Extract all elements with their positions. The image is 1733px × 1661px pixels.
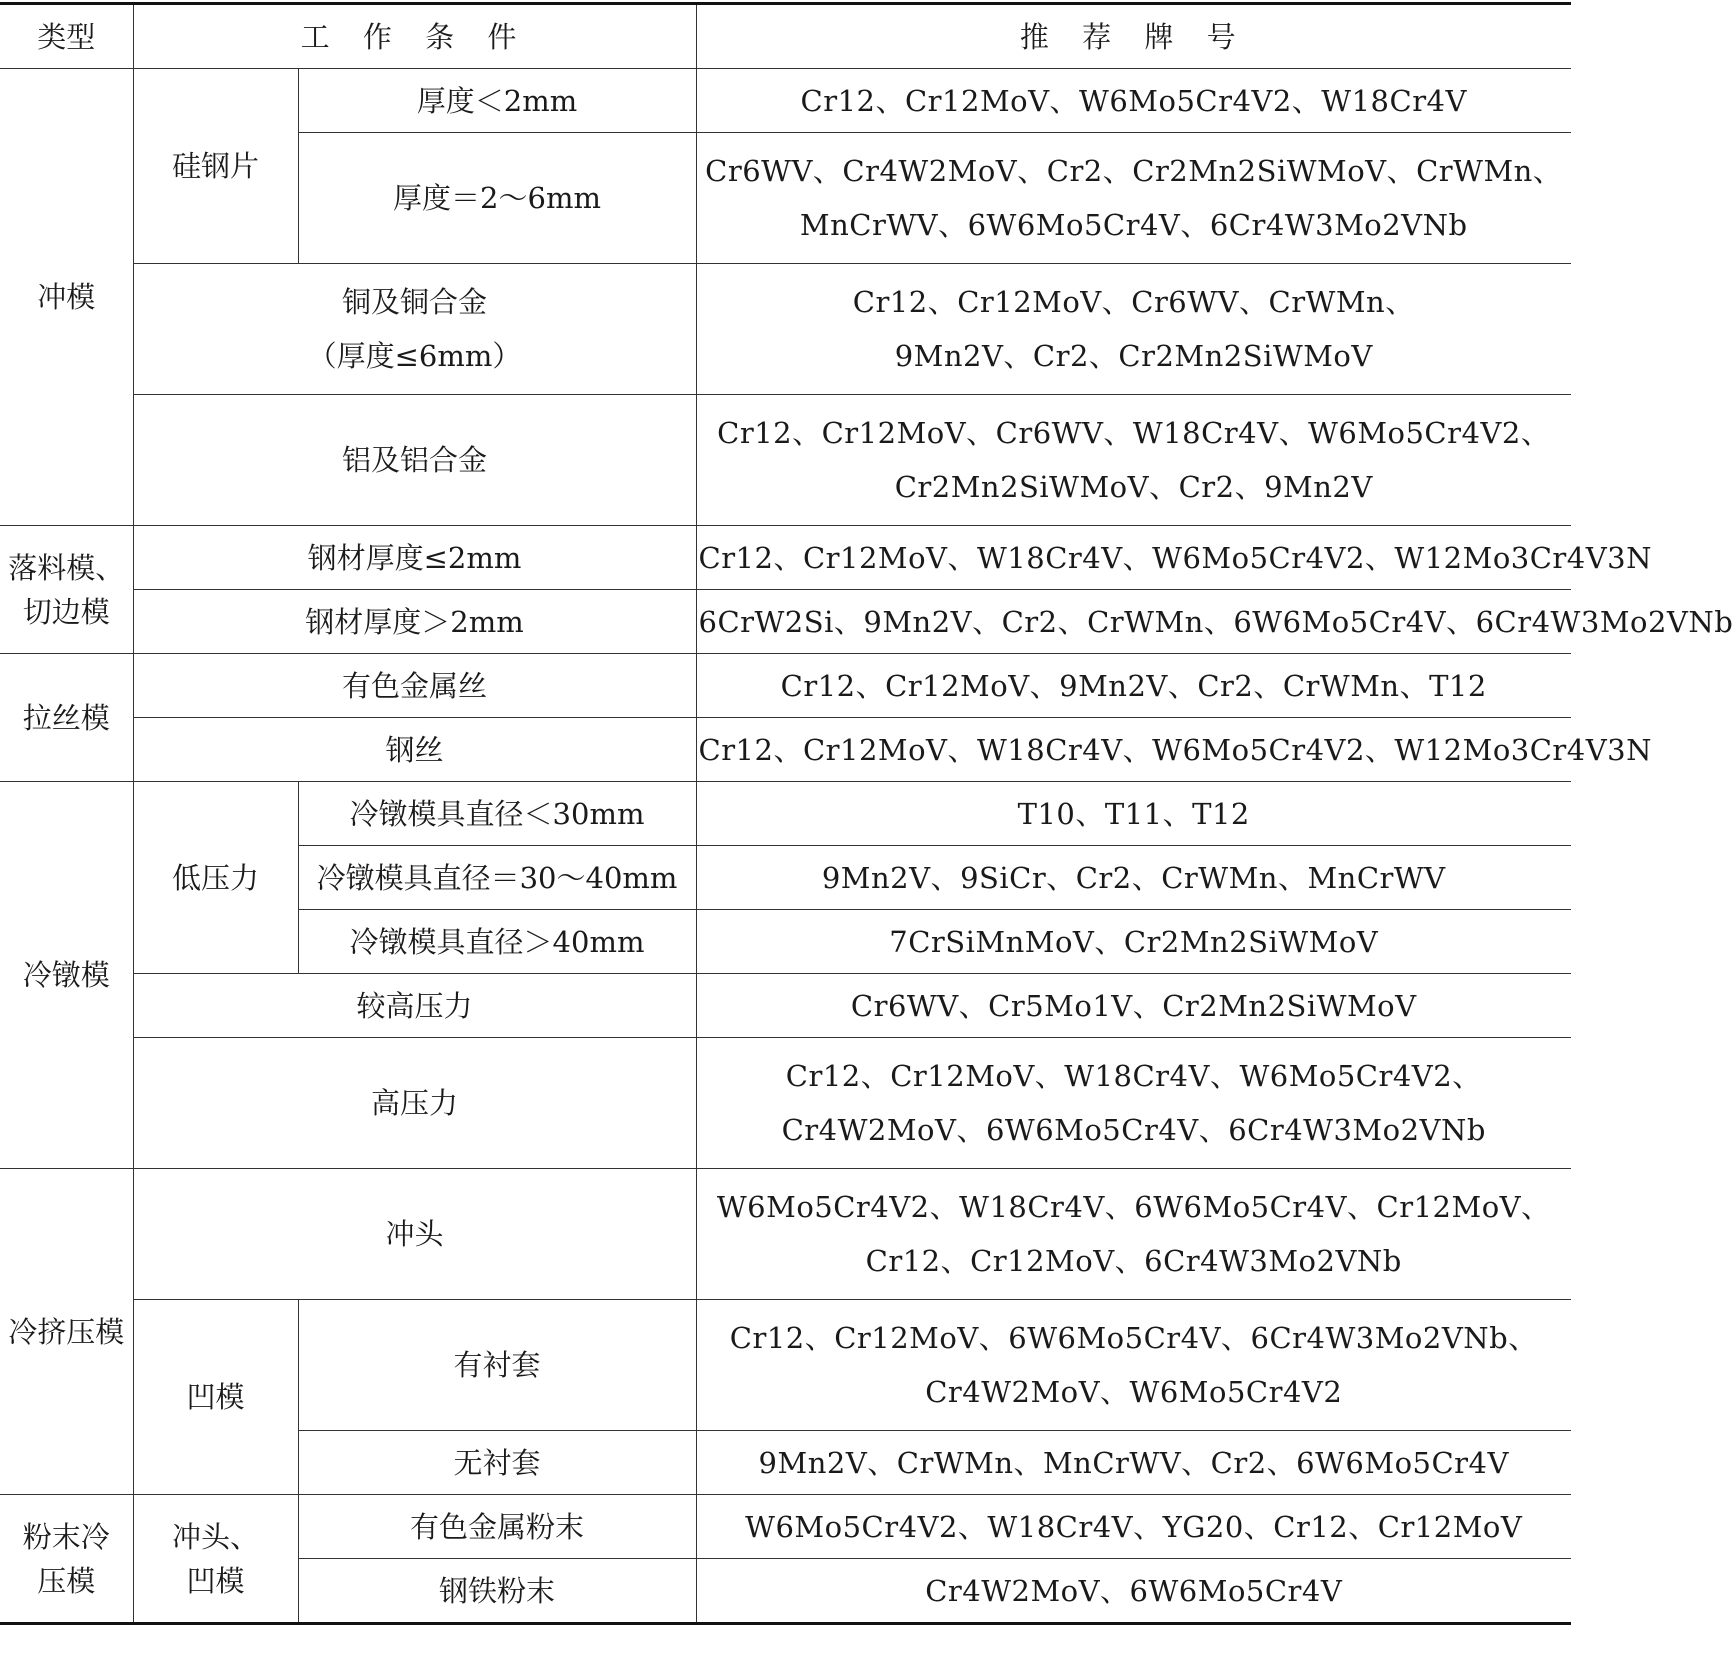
group-cell: 冲头、 凹模 xyxy=(133,1495,298,1624)
brands-cell: T10、T11、T12 xyxy=(696,782,1571,846)
table-row xyxy=(0,1300,1571,1431)
die-steel-recommendation-table xyxy=(0,2,1733,1625)
brands-cell: Cr6WV、Cr5Mo1V、Cr2Mn2SiWMoV xyxy=(696,974,1571,1038)
table-row xyxy=(0,1495,1571,1559)
group-cell: 低压力 xyxy=(133,782,298,974)
condition-cell: 冲头 xyxy=(133,1169,696,1300)
table-row xyxy=(0,590,1571,654)
table-row xyxy=(0,395,1571,526)
condition-cell: 厚度＝2～6mm xyxy=(298,133,696,264)
type-cell: 冷镦模 xyxy=(0,782,133,1169)
brands-cell: 6CrW2Si、9Mn2V、Cr2、CrWMn、6W6Mo5Cr4V、6Cr4W3Mo2VNb xyxy=(696,590,1571,654)
condition-cell: 铜及铜合金 （厚度≤6mm） xyxy=(133,264,696,395)
group-cell: 硅钢片 xyxy=(133,69,298,264)
table-row xyxy=(0,974,1571,1038)
condition-cell: 较高压力 xyxy=(133,974,696,1038)
condition-cell: 有色金属粉末 xyxy=(298,1495,696,1559)
brands-cell: Cr12、Cr12MoV、6W6Mo5Cr4V、6Cr4W3Mo2VNb、 Cr4W2MoV、W6Mo5Cr4V2 xyxy=(696,1300,1571,1431)
table-row xyxy=(0,1169,1571,1300)
table-row xyxy=(0,718,1571,782)
type-cell: 粉末冷 压模 xyxy=(0,1495,133,1624)
brands-cell: 9Mn2V、CrWMn、MnCrWV、Cr2、6W6Mo5Cr4V xyxy=(696,1431,1571,1495)
header-condition: 工 作 条 件 xyxy=(133,4,696,69)
brands-cell: Cr6WV、Cr4W2MoV、Cr2、Cr2Mn2SiWMoV、CrWMn、 MnCrWV、6W6Mo5Cr4V、6Cr4W3Mo2VNb xyxy=(696,133,1571,264)
brands-cell: Cr12、Cr12MoV、W18Cr4V、W6Mo5Cr4V2、 Cr4W2MoV、6W6Mo5Cr4V、6Cr4W3Mo2VNb xyxy=(696,1038,1571,1169)
brands-cell: 9Mn2V、9SiCr、Cr2、CrWMn、MnCrWV xyxy=(696,846,1571,910)
brands-cell: W6Mo5Cr4V2、W18Cr4V、YG20、Cr12、Cr12MoV xyxy=(696,1495,1571,1559)
condition-cell: 厚度＜2mm xyxy=(298,69,696,133)
table-row xyxy=(0,69,1571,133)
brands-cell: Cr12、Cr12MoV、W18Cr4V、W6Mo5Cr4V2、W12Mo3Cr4V3N xyxy=(696,718,1571,782)
brands-cell: Cr12、Cr12MoV、W18Cr4V、W6Mo5Cr4V2、W12Mo3Cr4V3N xyxy=(696,526,1571,590)
brands-cell: Cr4W2MoV、6W6Mo5Cr4V xyxy=(696,1559,1571,1624)
header-type: 类型 xyxy=(0,4,133,69)
condition-cell: 无衬套 xyxy=(298,1431,696,1495)
condition-cell: 铝及铝合金 xyxy=(133,395,696,526)
type-cell: 落料模、 切边模 xyxy=(0,526,133,654)
header-brands: 推 荐 牌 号 xyxy=(696,4,1571,69)
condition-cell: 高压力 xyxy=(133,1038,696,1169)
brands-cell: Cr12、Cr12MoV、W6Mo5Cr4V2、W18Cr4V xyxy=(696,69,1571,133)
condition-cell: 有色金属丝 xyxy=(133,654,696,718)
brands-cell: Cr12、Cr12MoV、Cr6WV、W18Cr4V、W6Mo5Cr4V2、 Cr2Mn2SiWMoV、Cr2、9Mn2V xyxy=(696,395,1571,526)
condition-cell: 冷镦模具直径＞40mm xyxy=(298,910,696,974)
table-row xyxy=(0,1038,1571,1169)
table-row xyxy=(0,526,1571,590)
brands-cell: Cr12、Cr12MoV、Cr6WV、CrWMn、 9Mn2V、Cr2、Cr2Mn2SiWMoV xyxy=(696,264,1571,395)
brands-cell: Cr12、Cr12MoV、9Mn2V、Cr2、CrWMn、T12 xyxy=(696,654,1571,718)
group-cell: 凹模 xyxy=(133,1300,298,1495)
type-cell: 拉丝模 xyxy=(0,654,133,782)
table-row xyxy=(0,654,1571,718)
condition-cell: 钢铁粉末 xyxy=(298,1559,696,1624)
brands-cell: 7CrSiMnMoV、Cr2Mn2SiWMoV xyxy=(696,910,1571,974)
table-row xyxy=(0,264,1571,395)
condition-cell: 有衬套 xyxy=(298,1300,696,1431)
condition-cell: 冷镦模具直径＜30mm xyxy=(298,782,696,846)
type-cell: 冲模 xyxy=(0,69,133,526)
condition-cell: 冷镦模具直径＝30～40mm xyxy=(298,846,696,910)
type-cell: 冷挤压模 xyxy=(0,1169,133,1495)
brands-cell: W6Mo5Cr4V2、W18Cr4V、6W6Mo5Cr4V、Cr12MoV、 Cr12、Cr12MoV、6Cr4W3Mo2VNb xyxy=(696,1169,1571,1300)
table-row xyxy=(0,782,1571,846)
table-header-row xyxy=(0,4,1571,69)
condition-cell: 钢材厚度＞2mm xyxy=(133,590,696,654)
condition-cell: 钢材厚度≤2mm xyxy=(133,526,696,590)
condition-cell: 钢丝 xyxy=(133,718,696,782)
